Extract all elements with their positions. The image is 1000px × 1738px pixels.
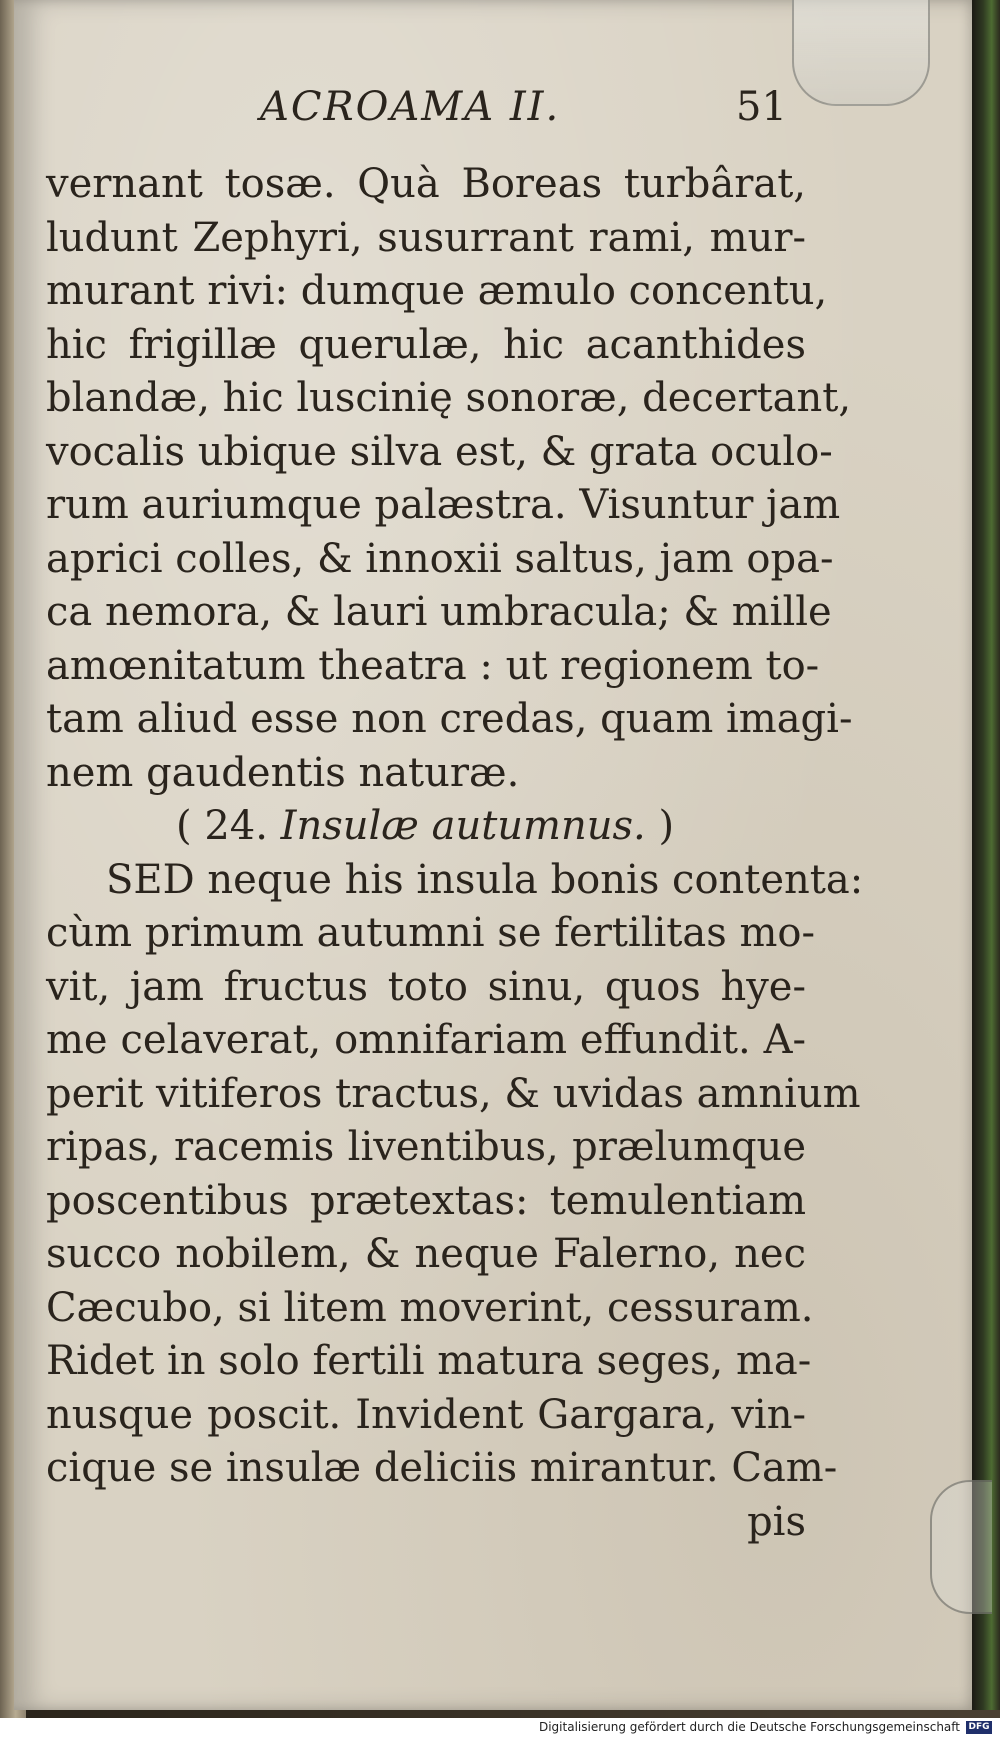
digitization-footer	[0, 1718, 1000, 1738]
text-line: tam aliud esse non credas, quam imagi-	[46, 696, 853, 742]
text-line: vernant tosæ. Quà Boreas turbârat,	[46, 161, 806, 207]
text-line: ludunt Zephyri, susurrant rami, mur-	[46, 214, 806, 261]
text-line: SED neque his insula bonis contenta:	[106, 856, 864, 903]
text-line: Cæcubo, si litem moverint, cessuram.	[46, 1284, 814, 1331]
section-heading-close: )	[658, 803, 675, 849]
text-line: hic frigillæ querulæ, hic acanthides	[46, 321, 806, 368]
text-line: amœnitatum theatra : ut regionem to-	[46, 642, 820, 689]
section-heading	[46, 800, 806, 854]
text-line: poscentibus prætextas: temulentiam	[46, 1177, 806, 1224]
text-line: Ridet in solo fertili matura seges, ma-	[46, 1338, 812, 1384]
glass-clip-top	[792, 0, 930, 106]
text-line: me celaverat, omnifariam effundit. A-	[46, 1017, 806, 1063]
footer-credit: Digitalisierung gefördert durch die Deutsche Forschungsgemeinschaft	[538, 1720, 960, 1734]
page-header	[260, 84, 787, 144]
text-line: rum auriumque palæstra. Visuntur jam	[46, 482, 841, 528]
dfg-logo: DFG	[966, 1721, 992, 1734]
text-line: aprici colles, & innoxii saltus, jam opa-	[46, 535, 834, 582]
catchword: pis	[747, 1498, 806, 1545]
glass-clip-right	[930, 1480, 992, 1614]
text-line: perit vitiferos tractus, & uvidas amnium	[46, 1070, 861, 1117]
text-line: ripas, racemis liventibus, prælumque	[46, 1124, 806, 1170]
text-line: ca nemora, & lauri umbracula; & mille	[46, 589, 832, 635]
text-line: cique se insulæ deliciis mirantur. Cam-	[46, 1445, 838, 1491]
text-line: vit, jam fructus toto sinu, quos hye-	[46, 963, 806, 1010]
text-line: nusque poscit. Invident Gargara, vin-	[46, 1391, 806, 1438]
page-number: 51	[736, 84, 787, 130]
section-heading-title: Insulæ autumnus.	[280, 803, 646, 849]
running-head: ACROAMA II.	[260, 84, 561, 130]
text-line: nem gaudentis naturæ.	[46, 749, 520, 796]
text-line: succo nobilem, & neque Falerno, nec	[46, 1231, 806, 1277]
section-heading-number: ( 24.	[176, 803, 268, 849]
page-fore-edge	[972, 0, 1000, 1710]
body-text	[46, 158, 864, 1549]
text-line: murant rivi: dumque æmulo concentu,	[46, 268, 828, 314]
text-line: cùm primum autumni se fertilitas mo-	[46, 910, 815, 956]
text-line: vocalis ubique silva est, & grata oculo-	[46, 428, 833, 475]
text-line: blandæ, hic luscinię sonoræ, decertant,	[46, 375, 852, 421]
